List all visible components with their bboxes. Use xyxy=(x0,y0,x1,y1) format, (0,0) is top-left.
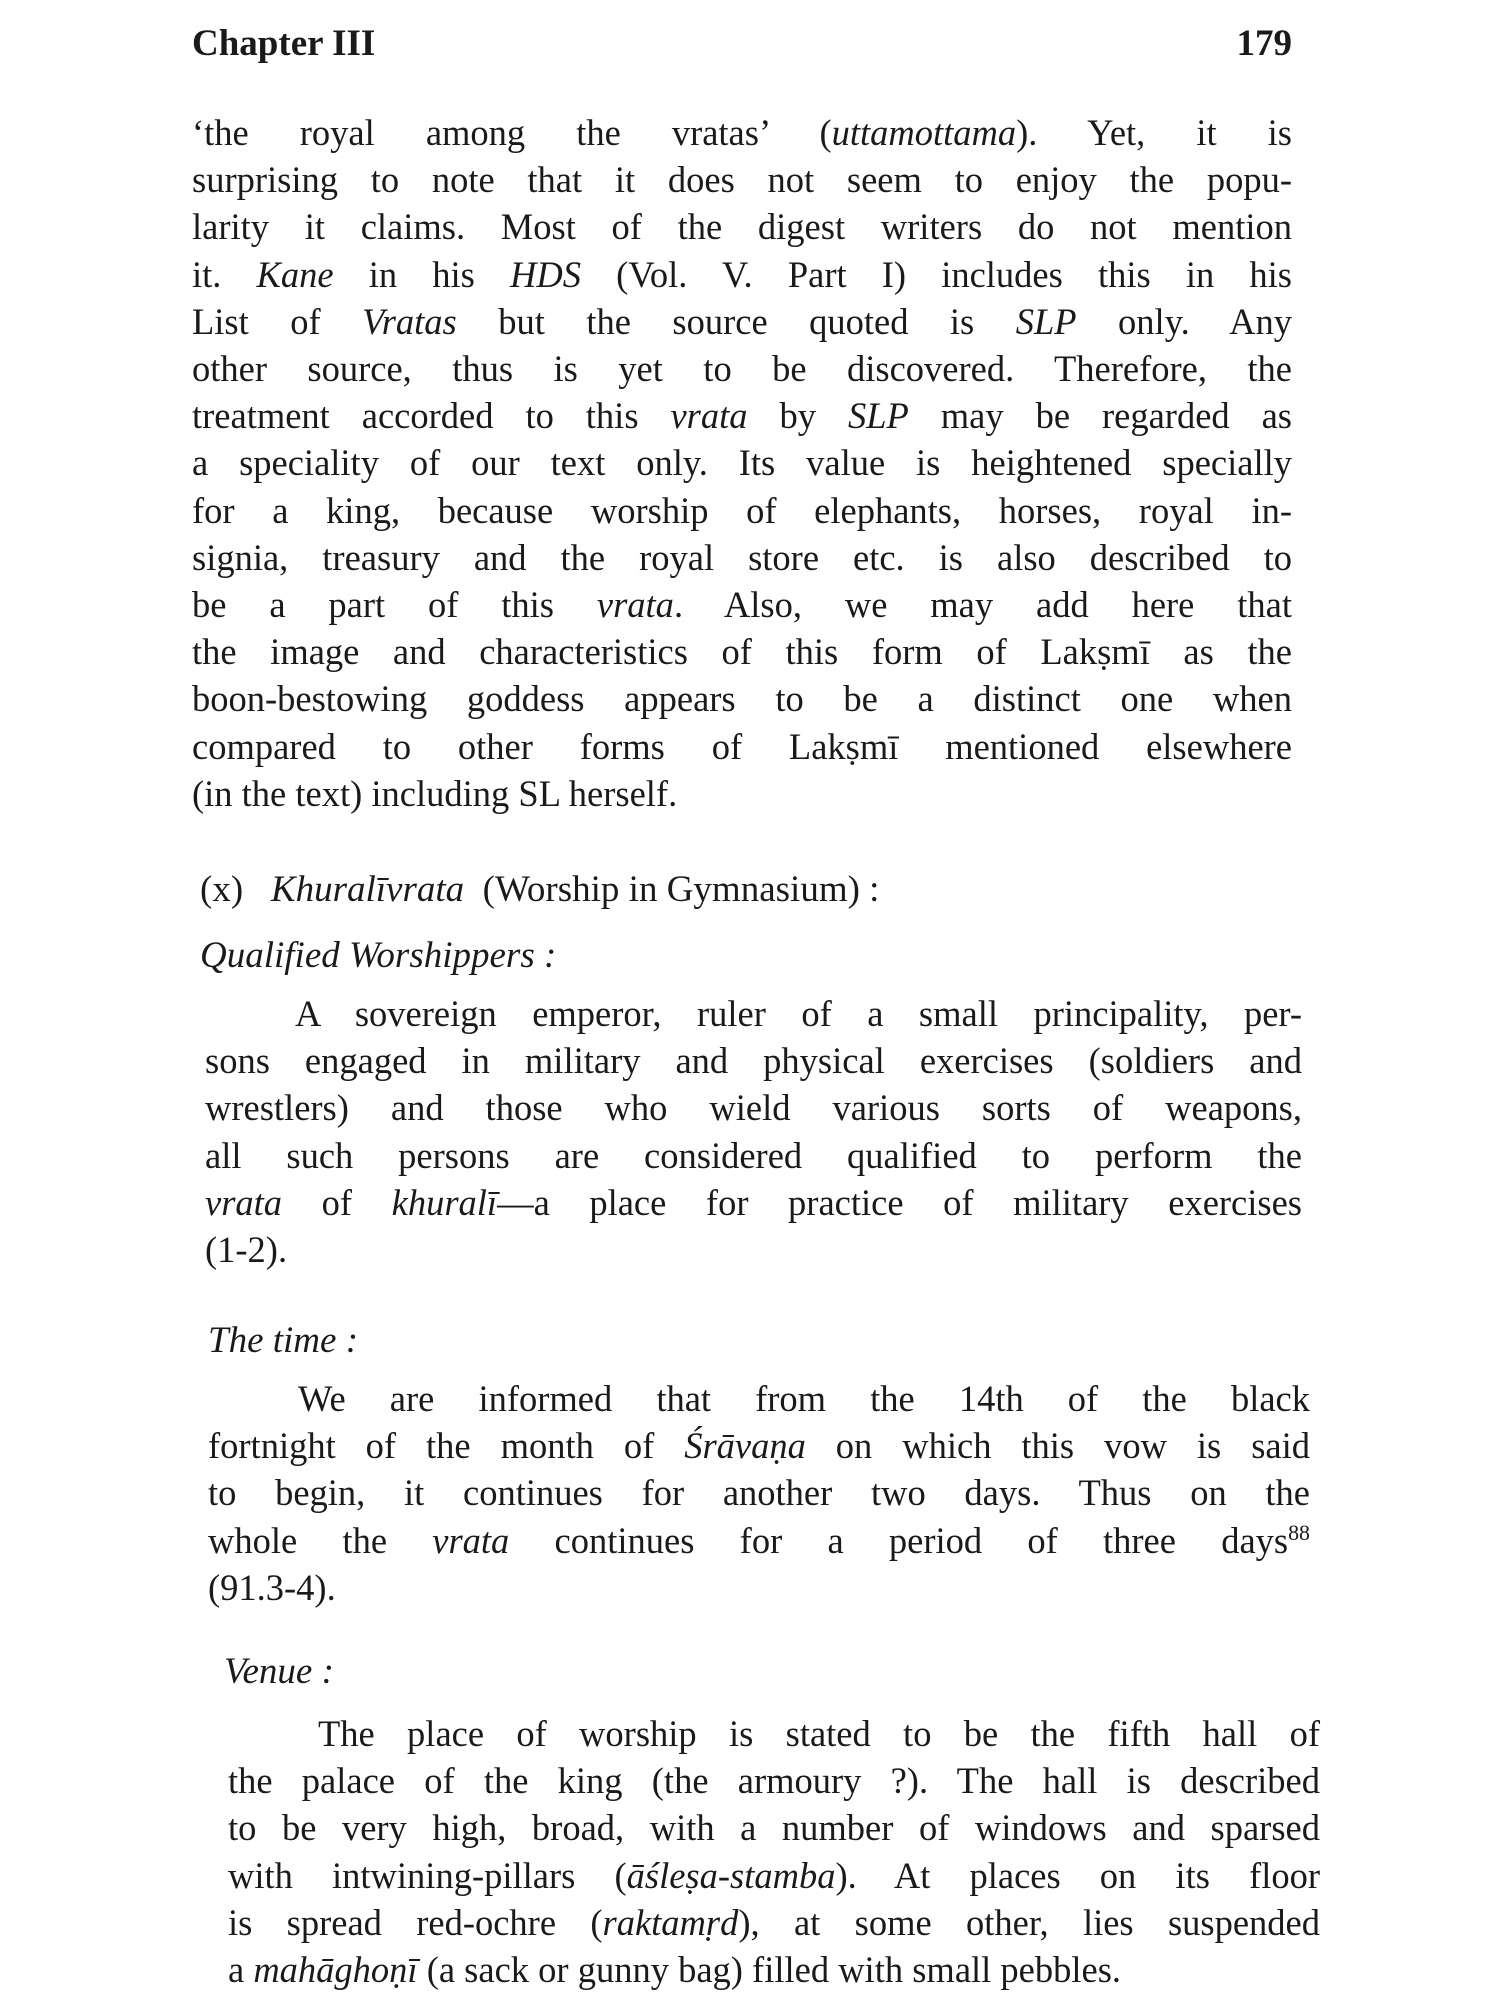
intro-line: treatment accorded to this vrata by SLP may be regarded as xyxy=(192,395,1293,437)
qualified-line: A sovereign emperor, ruler of a small principality, per- xyxy=(295,993,1302,1034)
time-heading: The time : xyxy=(208,1320,359,1361)
venue-line: The place of worship is stated to be the fifth hall of xyxy=(318,1713,1320,1754)
time-line: We are informed that from the 14th of the black xyxy=(298,1378,1310,1419)
venue-heading: Venue : xyxy=(224,1651,334,1692)
section-name: Khuralīvrata xyxy=(270,869,465,910)
time-line: to begin, it continues for another two days. Thus on the xyxy=(208,1472,1310,1514)
time-line: (91.3-4). xyxy=(208,1566,336,1608)
qualified-heading: Qualified Worshippers : xyxy=(200,935,557,976)
intro-line: it. Kane in his HDS (Vol. V. Part I) includes this in his xyxy=(192,253,1292,295)
venue-line: a mahāghoṇī (a sack or gunny bag) filled with small pebbles. xyxy=(228,1949,1122,1991)
qualified-line: vrata of khuralī—a place for practice of military exercises xyxy=(205,1181,1303,1223)
paragraph-intro xyxy=(192,109,1292,817)
qualified-line: wrestlers) and those who wield various sorts of weapons, xyxy=(205,1087,1302,1129)
qualified-line: (1-2). xyxy=(205,1229,288,1271)
paragraph-qualified xyxy=(205,990,1302,1273)
paragraph-time xyxy=(208,1375,1310,1611)
venue-line: the palace of the king (the armoury ?). The hall is described xyxy=(228,1760,1320,1802)
intro-line: surprising to note that it does not seem to enjoy the popu- xyxy=(192,159,1292,201)
intro-line: a speciality of our text only. Its value is heightened specially xyxy=(192,442,1292,484)
intro-line: List of Vratas but the source quoted is SLP only. Any xyxy=(192,300,1293,342)
footnote-marker: 88 xyxy=(1288,1519,1310,1545)
venue-line: with intwining-pillars (āśleṣa-stamba). At places on its floor xyxy=(228,1854,1320,1896)
section-number: (x) xyxy=(200,869,244,910)
section-heading-x xyxy=(200,866,879,913)
venue-line: is spread red-ochre (raktamṛd), at some other, lies suspended xyxy=(228,1901,1321,1943)
page-header xyxy=(192,22,1292,65)
intro-line: larity it claims. Most of the digest writers do not mention xyxy=(192,206,1292,248)
chapter-label: Chapter III xyxy=(192,23,376,64)
intro-line: signia, treasury and the royal store etc. is also described to xyxy=(192,536,1292,578)
time-line: whole the vrata continues for a period of three days$^{88}$ xyxy=(208,1519,1310,1561)
intro-line: be a part of this vrata. Also, we may add here that xyxy=(192,584,1292,626)
page-number: 179 xyxy=(1236,23,1292,64)
intro-line: ‘the royal among the vratas’ (uttamottama). Yet, it is xyxy=(192,112,1292,153)
intro-line: boon-bestowing goddess appears to be a distinct one when xyxy=(192,678,1292,720)
qualified-line: sons engaged in military and physical exercises (soldiers and xyxy=(205,1040,1302,1082)
section-subtitle: (Worship in Gymnasium) : xyxy=(482,869,880,910)
intro-line: compared to other forms of Lakṣmī mentioned elsewhere xyxy=(192,725,1292,767)
intro-line: other source, thus is yet to be discovered. Therefore, the xyxy=(192,348,1292,390)
venue-line: to be very high, broad, with a number of windows and sparsed xyxy=(228,1807,1320,1849)
intro-line: for a king, because worship of elephants, horses, royal in- xyxy=(192,489,1292,531)
intro-line: (in the text) including SL herself. xyxy=(192,772,678,814)
qualified-line: all such persons are considered qualified to perform the xyxy=(205,1134,1302,1176)
time-line: fortnight of the month of Śrāvaṇa on which this vow is said xyxy=(208,1425,1310,1467)
intro-line: the image and characteristics of this form of Lakṣmī as the xyxy=(192,631,1292,673)
paragraph-venue xyxy=(228,1710,1320,1993)
